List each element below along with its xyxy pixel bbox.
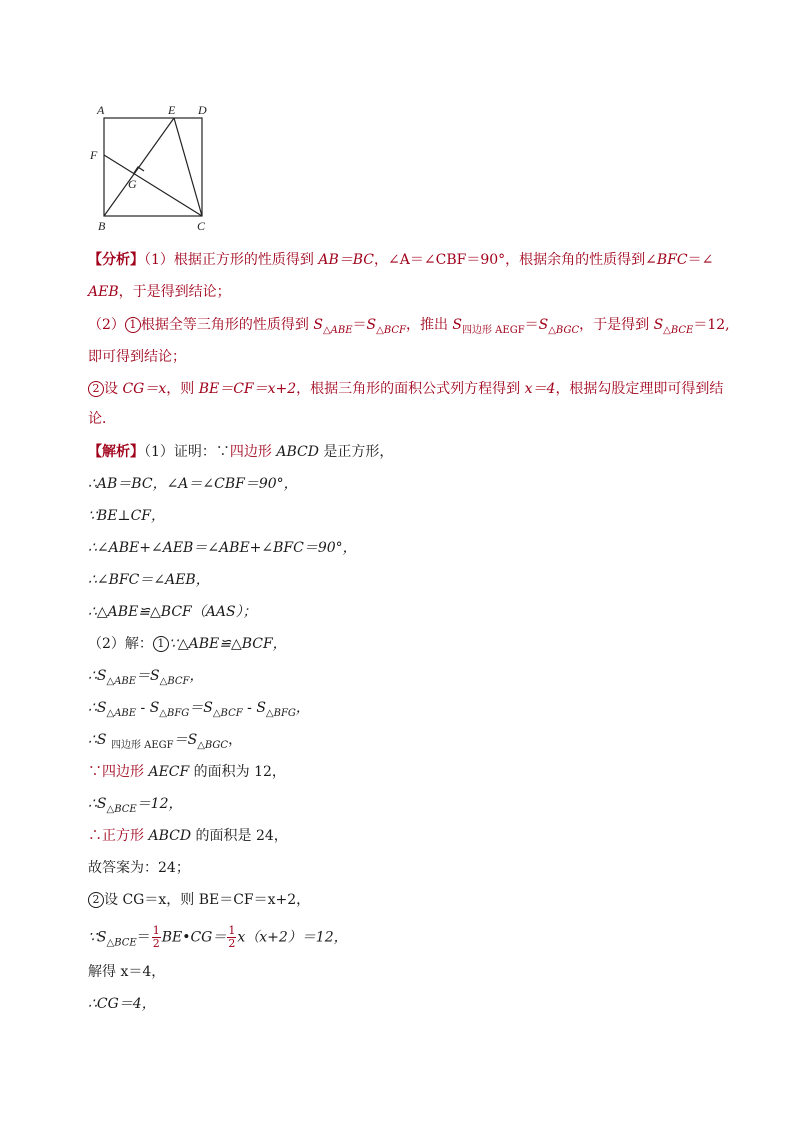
- text: 设: [104, 381, 123, 397]
- text: ∵四边形: [88, 764, 149, 780]
- math: S: [313, 317, 323, 333]
- math: BE•CG＝: [161, 929, 227, 946]
- analysis-line-2: [88, 283, 231, 301]
- analysis-line-3: [88, 316, 730, 340]
- math: ∴S: [88, 796, 107, 812]
- text: （2）解：: [88, 636, 153, 652]
- fraction-numerator: 1: [152, 924, 160, 937]
- text: 四边形: [229, 444, 277, 460]
- text: ，: [295, 700, 310, 716]
- text: ＝∠: [687, 252, 714, 268]
- analysis-line-4: [88, 348, 186, 366]
- solution-line-9: [88, 699, 310, 723]
- solution-line-2: ∴AB＝BC，∠A＝∠CBF＝90°，: [88, 476, 298, 492]
- fraction-denominator: 2: [152, 937, 160, 950]
- math-sub: △ABE: [322, 324, 353, 336]
- text: ，根据余角的性质得到∠: [505, 252, 657, 268]
- fraction-denominator: 2: [228, 937, 236, 950]
- math: S: [366, 317, 377, 333]
- circled-number: 1: [125, 317, 141, 333]
- text: 设 CG＝x，则 BE＝CF＝x+2，: [104, 892, 311, 908]
- text: 的面积为 12，: [189, 764, 286, 780]
- square-diagram: [84, 98, 224, 238]
- math: - S: [136, 700, 160, 716]
- math: ∴S: [88, 732, 111, 748]
- math-sub: △BCF: [376, 324, 406, 336]
- solution-line-8: [88, 667, 203, 691]
- text: ，于是得到: [579, 317, 654, 333]
- solution-line-14: 故答案为：24；: [88, 860, 190, 876]
- text: ＝12，: [136, 796, 183, 812]
- label-b: B: [98, 219, 106, 233]
- math: ABCD: [148, 828, 192, 844]
- math-sub: △ABE: [106, 707, 137, 719]
- text: 是正方形，: [318, 444, 394, 460]
- math: AB＝BC: [318, 252, 375, 268]
- analysis-heading: 【分析】: [88, 252, 144, 268]
- math: AECF: [148, 764, 190, 780]
- text: ，: [228, 732, 243, 748]
- solution-line-1: [88, 443, 393, 461]
- label-d: D: [198, 103, 207, 117]
- analysis-line-1: [88, 251, 713, 269]
- math: x＝4: [524, 381, 556, 397]
- math-sub: △BCF: [212, 707, 243, 719]
- square-abcd: [104, 118, 202, 216]
- math-sub: △BCE: [106, 803, 137, 815]
- label-e: E: [168, 103, 176, 117]
- solution-line-15: [88, 891, 310, 909]
- math: ∴S: [88, 700, 107, 716]
- solution-line-7: [88, 635, 287, 653]
- math: ∴S: [88, 668, 107, 684]
- solution-line-5: ∴∠BFC＝∠AEB，: [88, 572, 210, 588]
- text: ，推出: [405, 317, 453, 333]
- math: - S: [242, 700, 266, 716]
- math-sub: △BFG: [159, 707, 190, 719]
- label-g: G: [128, 177, 137, 191]
- solution-heading: 【解析】: [88, 444, 144, 460]
- math-sub: △BGC: [197, 739, 229, 751]
- circled-number: 2: [88, 892, 104, 908]
- text: ，则: [166, 381, 199, 397]
- math: x（x+2）＝12，: [237, 929, 348, 946]
- math-sub: △BCF: [159, 675, 190, 687]
- solution-line-4: ∴∠ABE+∠AEB＝∠ABE+∠BFC＝90°，: [88, 540, 357, 556]
- math: ABCD: [276, 444, 319, 460]
- math: S: [653, 317, 664, 333]
- math: BE＝CF＝x+2: [198, 381, 297, 397]
- solution-line-6: ∴△ABE≌△BCF（AAS）；: [88, 604, 257, 620]
- text: ＝: [136, 929, 151, 946]
- text: （2）: [88, 317, 125, 333]
- text: 论．: [88, 411, 116, 427]
- solution-line-12: [88, 795, 183, 819]
- text: （1）证明：∵: [144, 444, 230, 460]
- math-sub: △BCE: [106, 937, 137, 949]
- math-sub: 四边形 AEGF: [110, 739, 174, 751]
- text: （1）根据正方形的性质得到: [144, 252, 319, 268]
- text: ＝12,: [693, 317, 730, 333]
- text: ∴正方形: [88, 828, 149, 844]
- solution-line-11: [88, 763, 286, 781]
- label-c: C: [197, 219, 206, 233]
- math: ∠A＝∠CBF＝90°: [388, 252, 506, 268]
- text: 的面积是 24，: [191, 828, 288, 844]
- text: ＝: [524, 317, 539, 333]
- solution-line-3: ∵BE⊥CF，: [88, 508, 166, 524]
- math: CG＝x: [122, 381, 167, 397]
- analysis-line-5: [88, 380, 723, 398]
- math: BFC: [656, 252, 688, 268]
- math-sub: △BFG: [265, 707, 296, 719]
- math: ∵S: [88, 929, 107, 946]
- fraction-numerator: 1: [228, 924, 236, 937]
- circled-number: 2: [88, 381, 104, 397]
- math: AEB: [88, 284, 119, 300]
- text: ，根据三角形的面积公式列方程得到: [296, 381, 525, 397]
- math: ＝S: [136, 668, 160, 684]
- math-sub: △BGC: [548, 324, 580, 336]
- solution-line-13: [88, 827, 288, 845]
- math-sub: △ABE: [106, 675, 137, 687]
- solution-line-17: 解得 x＝4，: [88, 964, 166, 980]
- analysis-line-6: [88, 410, 116, 428]
- math: ＝S: [189, 700, 213, 716]
- text: ，: [374, 252, 389, 268]
- text: ，: [189, 668, 204, 684]
- math-sub: 四边形 AEGF: [462, 324, 525, 336]
- text: ，根据勾股定理即可得到结: [555, 381, 724, 397]
- text: ，于是得到结论；: [118, 284, 231, 300]
- solution-line-18: ∴CG＝4，: [88, 996, 156, 1012]
- fraction-1: [152, 925, 161, 950]
- text: 根据全等三角形的性质得到: [140, 317, 314, 333]
- label-a: A: [97, 103, 105, 117]
- label-f: F: [90, 148, 98, 162]
- circled-number: 1: [153, 636, 169, 652]
- math: S: [452, 317, 462, 333]
- math-sub: △BCE: [663, 324, 694, 336]
- solution-line-10: [88, 731, 242, 755]
- solution-line-16: [88, 925, 348, 952]
- math: ∵△ABE≌△BCF，: [168, 636, 287, 652]
- math: ＝S: [173, 732, 198, 748]
- fraction-2: [227, 925, 236, 950]
- math: S: [538, 317, 549, 333]
- text: ＝: [352, 317, 367, 333]
- text: 即可得到结论；: [88, 349, 186, 365]
